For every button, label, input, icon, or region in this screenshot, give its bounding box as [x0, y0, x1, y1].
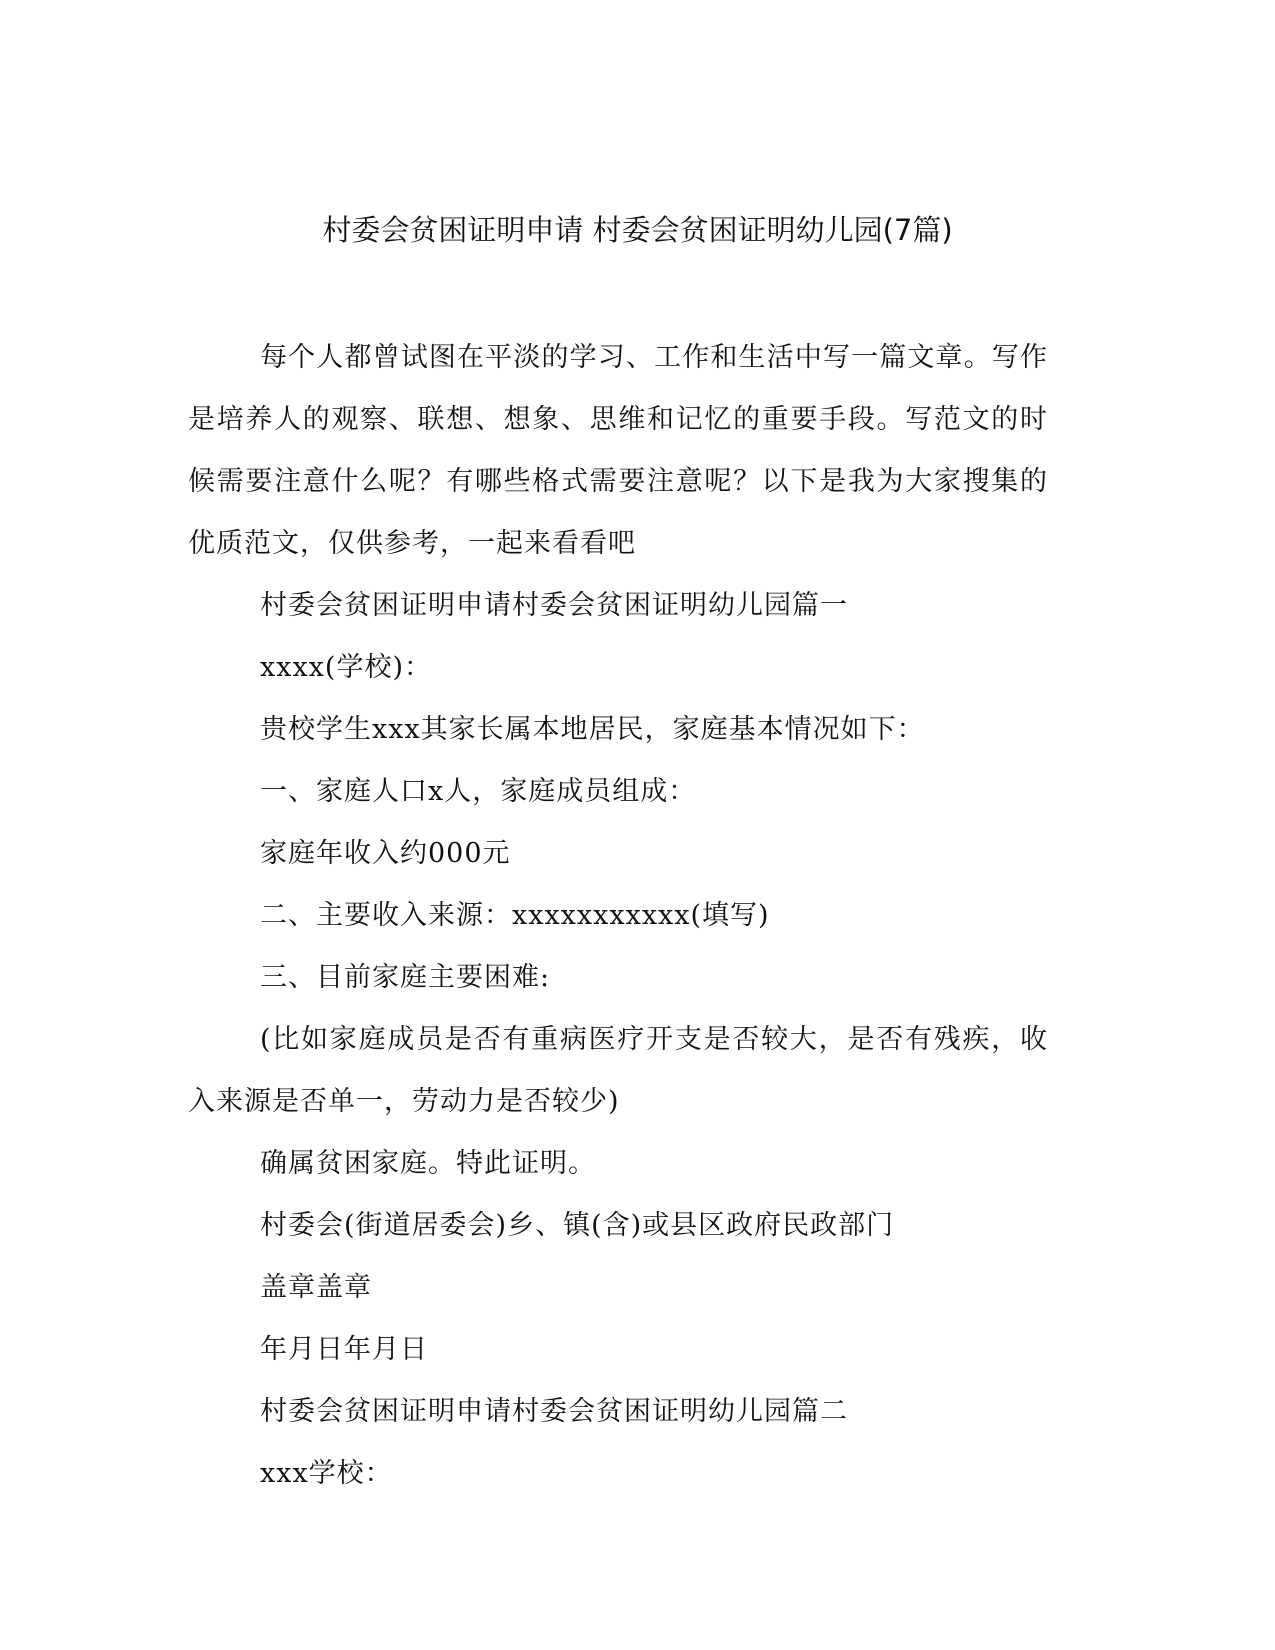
addressee-line-2: xxx学校：	[260, 1458, 393, 1489]
authority-line: 村委会(街道居委会)乡、镇(含)或县区政府民政部门	[260, 1210, 895, 1241]
document-title: 村委会贫困证明申请 村委会贫困证明幼儿园(7篇)	[322, 213, 953, 247]
income-source-line: 二、主要收入来源：xxxxxxxxxxx(填写)	[260, 900, 770, 931]
family-line: 一、家庭人口x人，家庭成员组成：	[260, 776, 697, 807]
section-heading-1: 村委会贫困证明申请村委会贫困证明幼儿园篇一	[260, 590, 848, 621]
addressee-line-1: xxxx(学校)：	[260, 652, 432, 683]
seal-line: 盖章盖章	[260, 1272, 372, 1303]
intro-paragraph: 每个人都曾试图在平淡的学习、工作和生活中写一篇文章。写作是培养人的观察、联想、想象、思维和记忆的重要手段。写范文的时候需要注意什么呢？有哪些格式需要注意呢？以下是我为大家搜集的优质范文，仅供参考，一起来看看吧	[188, 342, 1048, 559]
document-body	[188, 327, 1088, 1505]
confirmation-line: 确属贫困家庭。特此证明。	[260, 1148, 596, 1179]
difficulty-line: 三、目前家庭主要困难:	[260, 962, 551, 993]
date-line: 年月日年月日	[260, 1334, 428, 1365]
student-line: 贵校学生xxx其家长属本地居民，家庭基本情况如下：	[260, 714, 925, 745]
section-heading-2: 村委会贫困证明申请村委会贫困证明幼儿园篇二	[260, 1396, 848, 1427]
income-line: 家庭年收入约000元	[260, 838, 511, 869]
example-paragraph: (比如家庭成员是否有重病医疗开支是否较大，是否有残疾，收入来源是否单一，劳动力是否较少)	[188, 1024, 1048, 1117]
